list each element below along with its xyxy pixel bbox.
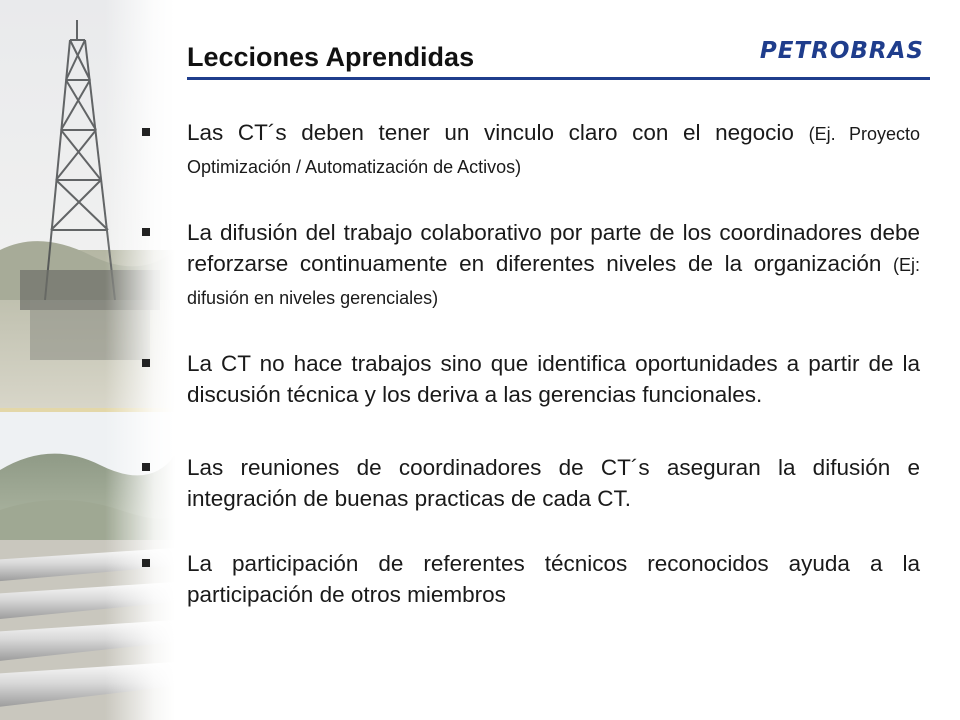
title-underline (187, 77, 930, 80)
square-bullet-icon (142, 128, 150, 136)
square-bullet-icon (142, 559, 150, 567)
bullet-text: La participación de referentes técnicos reconocidos ayuda a la participación de otros miembros (187, 551, 920, 607)
bullet-list (142, 117, 920, 644)
bullet-item (142, 117, 920, 183)
bullet-text: Las reuniones de coordinadores de CT´s aseguran la difusión e integración de buenas practicas de cada CT. (187, 455, 920, 511)
bullet-item (142, 548, 920, 610)
bullet-note: (Ej: difusión en niveles gerenciales) (187, 255, 920, 308)
bullet-text: Las CT´s deben tener un vinculo claro con el negocio (187, 120, 809, 145)
square-bullet-icon (142, 463, 150, 471)
bullet-item (142, 217, 920, 314)
bullet-item (142, 348, 920, 410)
square-bullet-icon (142, 228, 150, 236)
slide-title: Lecciones Aprendidas (187, 42, 475, 72)
bullet-item (142, 452, 920, 514)
bullet-text: La CT no hace trabajos sino que identifica oportunidades a partir de la discusión técnica y los deriva a las gerencias funcionales. (187, 351, 920, 407)
petrobras-logo: PETROBRAS (759, 38, 924, 64)
square-bullet-icon (142, 359, 150, 367)
bullet-text: La difusión del trabajo colaborativo por parte de los coordinadores debe reforzarse continuamente en diferentes niveles de la organización (187, 220, 920, 276)
bullet-note: (Ej. Proyecto Optimización / Automatización de Activos) (187, 124, 920, 177)
